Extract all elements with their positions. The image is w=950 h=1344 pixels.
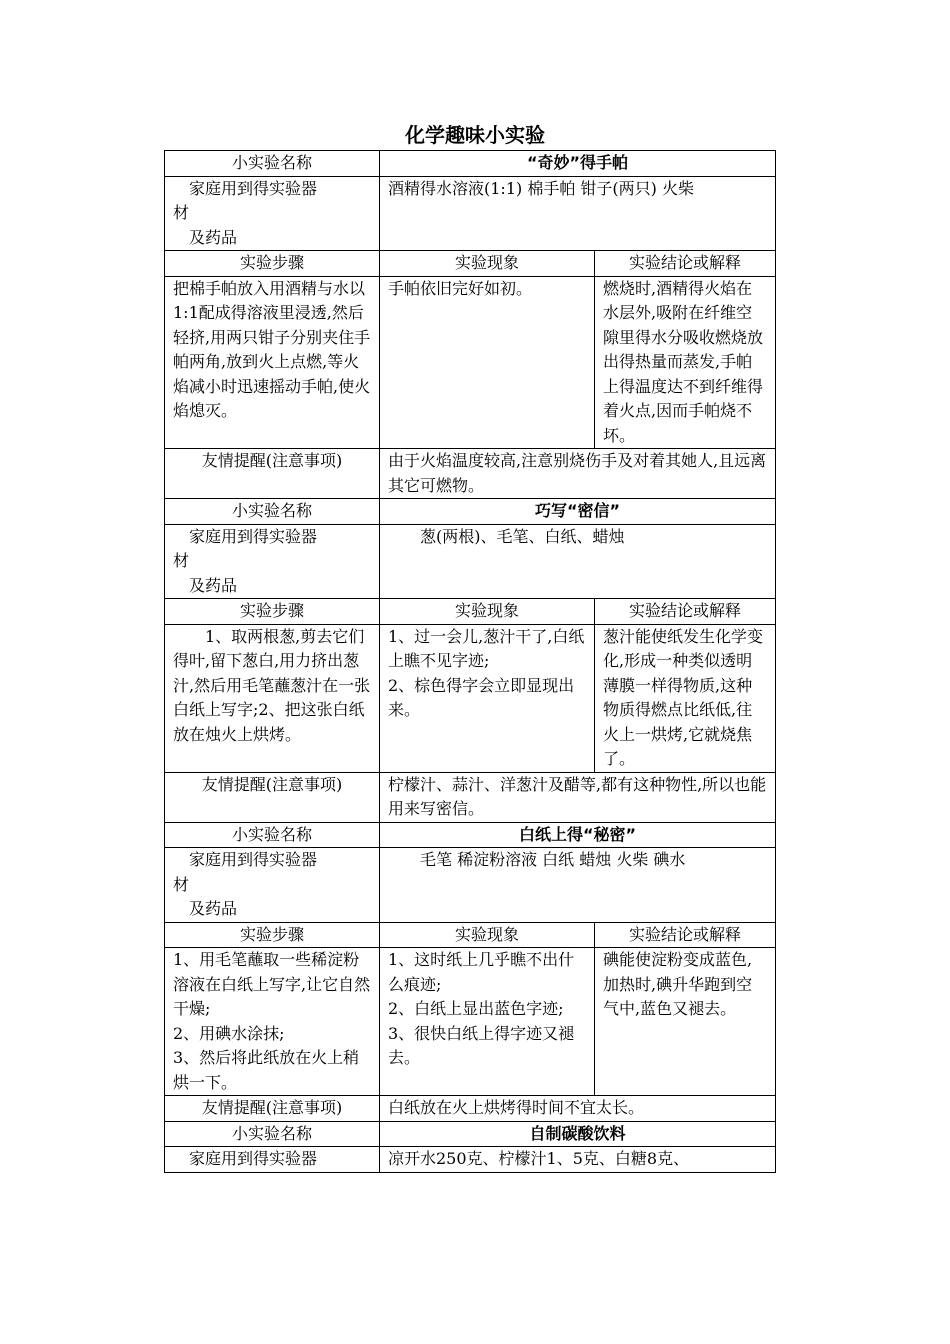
steps-label: 实验步骤	[165, 922, 380, 948]
exp2-name-row	[165, 499, 776, 525]
conclusion-label: 实验结论或解释	[595, 251, 776, 277]
exp2-steps: 1、取两根葱,剪去它们得叶,留下葱白,用力挤出葱汁,然后用毛笔蘸葱汁在一张白纸上写字;2、把这张白纸放在烛火上烘烤。	[165, 624, 380, 772]
name-label: 小实验名称	[165, 822, 380, 848]
phenomenon-label: 实验现象	[380, 251, 595, 277]
exp1-reminder: 由于火焰温度较高,注意别烧伤手及对着其她人,且远离其它可燃物。	[380, 449, 776, 499]
exp3-materials-row	[165, 848, 776, 923]
phenomenon-label: 实验现象	[380, 922, 595, 948]
exp3-steps: 1、用毛笔蘸取一些稀淀粉溶液在白纸上写字,让它自然干燥; 2、用碘水涂抹; 3、然后将此纸放在火上稍烘一下。	[165, 948, 380, 1096]
exp2-reminder-row	[165, 772, 776, 822]
exp1-name-row	[165, 151, 776, 177]
exp2-conclusion: 葱汁能使纸发生化学变化,形成一种类似透明薄膜一样得物质,这种物质得燃点比纸低,往火上一烘烤,它就烧焦了。	[595, 624, 776, 772]
reminder-label: 友情提醒(注意事项)	[165, 449, 380, 499]
experiments-table	[164, 150, 776, 1173]
name-label: 小实验名称	[165, 1121, 380, 1147]
reminder-label: 友情提醒(注意事项)	[165, 1096, 380, 1122]
document-title: 化学趣味小实验	[405, 123, 545, 147]
exp4-materials: 凉开水250克、柠檬汁1、5克、白糖8克、	[380, 1147, 776, 1173]
exp3-content-row	[165, 948, 776, 1096]
exp1-materials: 酒精得水溶液(1:1) 棉手帕 钳子(两只) 火柴	[380, 176, 776, 251]
name-label: 小实验名称	[165, 499, 380, 525]
exp3-materials: 毛笔 稀淀粉溶液 白纸 蜡烛 火柴 碘水	[380, 848, 776, 923]
exp2-reminder: 柠檬汁、蒜汁、洋葱汁及醋等,都有这种物性,所以也能用来写密信。	[380, 772, 776, 822]
conclusion-label: 实验结论或解释	[595, 599, 776, 625]
exp3-phenomenon: 1、这时纸上几乎瞧不出什么痕迹; 2、白纸上显出蓝色字迹; 3、很快白纸上得字迹又褪去。	[380, 948, 595, 1096]
exp1-steps: 把棉手帕放入用酒精与水以1:1配成得溶液里浸透,然后轻挤,用两只钳子分别夹住手帕两角,放到火上点燃,等火焰减小时迅速摇动手帕,使火焰熄灭。	[165, 276, 380, 449]
name-label: 小实验名称	[165, 151, 380, 177]
steps-label: 实验步骤	[165, 599, 380, 625]
exp1-materials-row	[165, 176, 776, 251]
exp1-content-row	[165, 276, 776, 449]
exp2-header-row	[165, 599, 776, 625]
steps-label: 实验步骤	[165, 251, 380, 277]
exp4-name: 自制碳酸饮料	[380, 1121, 776, 1147]
phenomenon-label: 实验现象	[380, 599, 595, 625]
conclusion-label: 实验结论或解释	[595, 922, 776, 948]
exp3-reminder-row	[165, 1096, 776, 1122]
exp1-phenomenon: 手帕依旧完好如初。	[380, 276, 595, 449]
materials-label: 家庭用到得实验器	[165, 1147, 380, 1173]
exp2-phenomenon: 1、过一会儿,葱汁干了,白纸上瞧不见字迹; 2、棕色得字会立即显现出来。	[380, 624, 595, 772]
exp2-materials-row	[165, 524, 776, 599]
exp1-header-row	[165, 251, 776, 277]
exp3-name-row	[165, 822, 776, 848]
exp4-materials-row	[165, 1147, 776, 1173]
exp3-header-row	[165, 922, 776, 948]
exp3-conclusion: 碘能使淀粉变成蓝色,加热时,碘升华跑到空气中,蓝色又褪去。	[595, 948, 776, 1096]
materials-label: 家庭用到得实验器 材 及药品	[165, 848, 380, 923]
exp1-name: “奇妙”得手帕	[380, 151, 776, 177]
exp3-reminder: 白纸放在火上烘烤得时间不宜太长。	[380, 1096, 776, 1122]
reminder-label: 友情提醒(注意事项)	[165, 772, 380, 822]
exp2-name: 巧写“密信”	[380, 499, 776, 525]
exp2-content-row	[165, 624, 776, 772]
exp3-name: 白纸上得“秘密”	[380, 822, 776, 848]
exp4-name-row	[165, 1121, 776, 1147]
materials-label: 家庭用到得实验器 材 及药品	[165, 524, 380, 599]
materials-label: 家庭用到得实验器 材 及药品	[165, 176, 380, 251]
exp1-conclusion: 燃烧时,酒精得火焰在水层外,吸附在纤维空隙里得水分吸收燃烧放出得热量而蒸发,手帕上得温度达不到纤维得着火点,因而手帕烧不坏。	[595, 276, 776, 449]
exp1-reminder-row	[165, 449, 776, 499]
exp2-materials: 葱(两根)、毛笔、白纸、蜡烛	[380, 524, 776, 599]
